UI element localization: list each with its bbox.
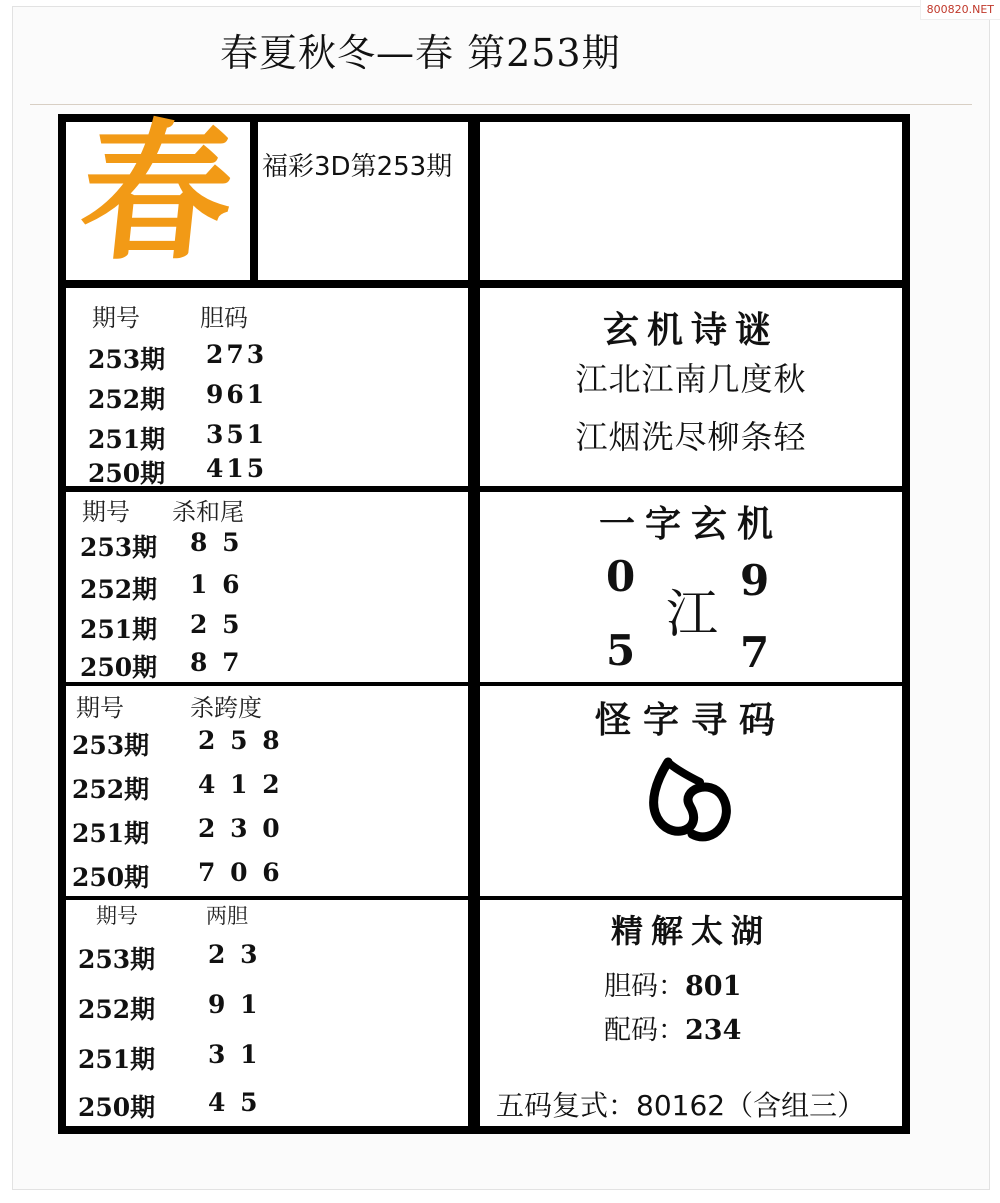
row-period: 251期 <box>88 425 166 454</box>
row-period: 253期 <box>88 345 166 374</box>
issue-cell <box>258 122 468 280</box>
row-period: 250期 <box>88 459 166 488</box>
row-period: 253期 <box>80 533 158 562</box>
taihu-title: 精解太湖 <box>610 912 771 950</box>
season-logo-cell <box>66 105 250 281</box>
digit-bottom-right: 7 <box>740 628 770 677</box>
row-value: 273 <box>206 340 268 369</box>
riddle-cell <box>480 288 902 486</box>
digit-top-right: 9 <box>740 556 770 605</box>
row-value: 9 1 <box>208 990 261 1019</box>
row-value: 2 3 <box>208 940 261 969</box>
riddle-title: 玄机诗谜 <box>602 309 779 351</box>
table-header-period: 期号 <box>76 694 124 722</box>
handwritten-glyph-icon <box>640 742 750 862</box>
row-value: 1 6 <box>190 570 243 599</box>
digit-bottom-left: 5 <box>606 626 636 675</box>
digit-top-left: 0 <box>606 552 636 601</box>
row-value: 2 5 <box>190 610 243 639</box>
page-title: 春夏秋冬—春 第253期 <box>220 31 621 75</box>
row-period: 253期 <box>78 945 156 974</box>
row-period: 251期 <box>72 819 150 848</box>
blank-cell <box>480 122 902 280</box>
table-dan-ma <box>66 288 468 486</box>
row-period: 250期 <box>72 863 150 892</box>
dan-ma-value: 801 <box>685 971 742 1002</box>
five-code-combo: 五码复式：80162（含组三） <box>496 1089 866 1122</box>
table-header-period: 期号 <box>96 904 138 928</box>
site-watermark: 800820.NET <box>920 0 1000 20</box>
row-value: 8 5 <box>190 528 243 557</box>
season-logo: 春 <box>72 105 242 281</box>
row-value: 8 7 <box>190 648 243 677</box>
row-period: 252期 <box>72 775 150 804</box>
table-header-value: 两胆 <box>206 904 248 928</box>
strange-char-cell <box>480 686 902 896</box>
pei-ma-line <box>604 1008 741 1047</box>
pei-ma-label: 配码： <box>604 1015 685 1046</box>
one-char-title: 一字玄机 <box>598 503 783 545</box>
riddle-line-1: 江北江南几度秋 <box>575 360 807 398</box>
row-period: 252期 <box>80 575 158 604</box>
dan-ma-line <box>604 964 741 1003</box>
row-period: 253期 <box>72 731 150 760</box>
clue-char: 江 <box>666 585 719 645</box>
row-period: 250期 <box>80 653 158 682</box>
row-value: 415 <box>206 454 268 483</box>
one-char-cell <box>480 492 902 682</box>
dan-ma-label: 胆码： <box>604 971 685 1002</box>
table-sha-kua-du <box>66 686 468 896</box>
row-period: 250期 <box>78 1093 156 1122</box>
row-period: 251期 <box>80 615 158 644</box>
row-value: 3 1 <box>208 1040 261 1069</box>
strange-char-title: 怪字寻码 <box>594 699 787 741</box>
table-header-value: 胆码 <box>200 304 248 332</box>
table-header-value: 杀和尾 <box>172 498 244 526</box>
prediction-sheet <box>58 105 910 1134</box>
taihu-cell <box>480 900 902 1126</box>
row-value: 351 <box>206 420 268 449</box>
row-value: 2 5 8 <box>198 726 283 755</box>
table-header-value: 杀跨度 <box>190 694 262 722</box>
row-value: 961 <box>206 380 268 409</box>
pei-ma-value: 234 <box>685 1015 742 1046</box>
row-value: 4 5 <box>208 1088 261 1117</box>
table-liang-dan <box>66 900 468 1126</box>
row-value: 7 0 6 <box>198 858 283 887</box>
row-period: 252期 <box>88 385 166 414</box>
row-period: 251期 <box>78 1045 156 1074</box>
row-value: 4 1 2 <box>198 770 283 799</box>
row-period: 252期 <box>78 995 156 1024</box>
issue-label: 福彩3D第253期 <box>262 152 453 182</box>
table-sha-he-wei <box>66 492 468 682</box>
table-header-period: 期号 <box>82 498 130 526</box>
row-value: 2 3 0 <box>198 814 283 843</box>
riddle-line-2: 江烟洗尽柳条轻 <box>575 418 807 456</box>
table-header-period: 期号 <box>92 304 140 332</box>
